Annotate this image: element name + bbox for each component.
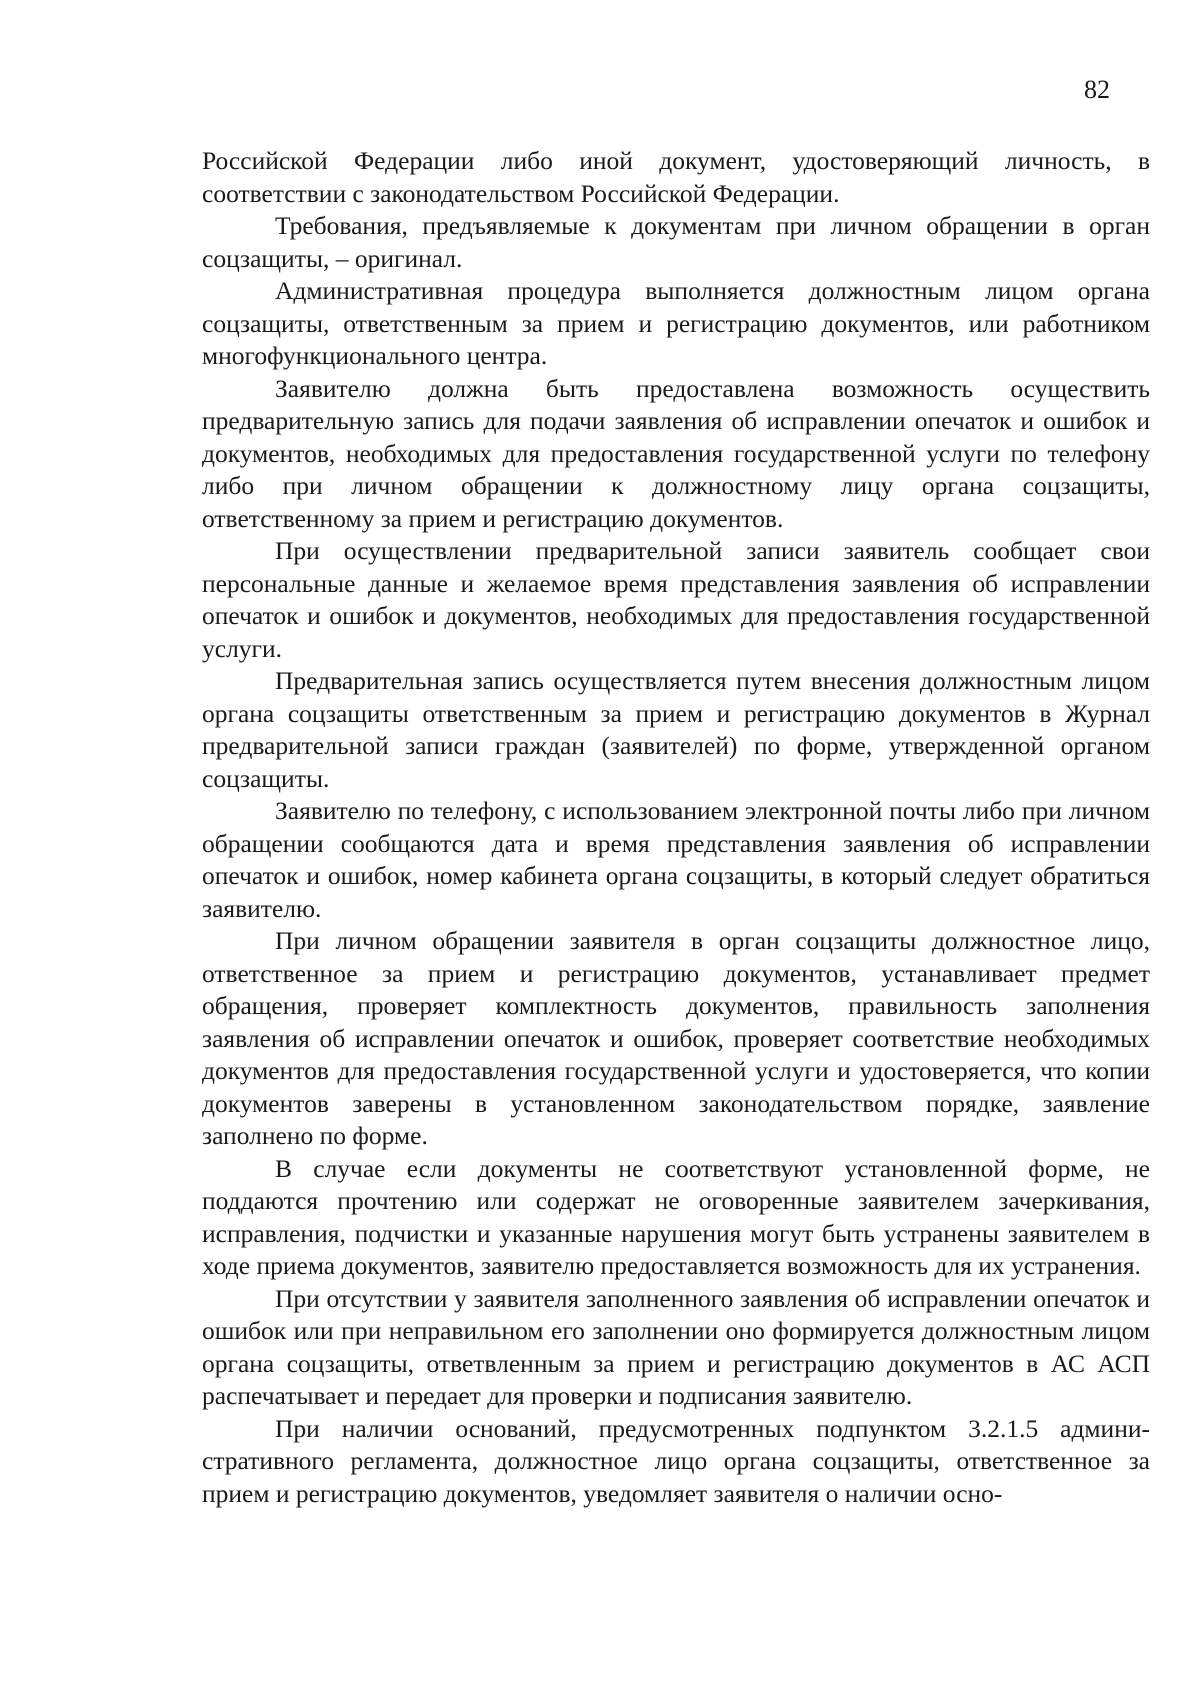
paragraph: В случае если документы не соответствуют установленной форме, не поддаются прочтению или содержат не оговоренные заявителем зачеркивания, исправления, подчистки и указанные нарушения могут быть устранены заявителем в ходе приема документов, заявителю предоставляется возможность для их устранения. xyxy=(202,1153,1150,1280)
paragraph-continuation: Российской Федерации либо иной документ, удостоверяющий личность, в соответствии с законодательством Российской Федерации. xyxy=(202,146,1150,208)
paragraph: Заявителю должна быть предоставлена возможность осуществить предварительную запись для подачи заявления об исправлении опечаток и ошибок и документов, необходимых для предоставления государственной услуги по телефону либо при личном обращении к должностному лицу органа соцзащиты, ответственному за прием и регистрацию документов. xyxy=(202,373,1150,533)
paragraph: При наличии оснований, предусмотренных подпунктом 3.2.1.5 административного регламента, должностное лицо органа соцзащиты, ответственное за прием и регистрацию документов, уведомляет заявителя о наличии осно- xyxy=(202,1413,1150,1508)
paragraph: Предварительная запись осуществляется путем внесения должностным лицом органа соцзащиты ответственным за прием и регистрацию документов в Журнал предварительной записи граждан (заявителей) по форме, утвержденной органом соцзащиты. xyxy=(202,666,1150,793)
paragraph: При отсутствии у заявителя заполненного заявления об исправлении опечаток и ошибок или при неправильном его заполнении оно формируется должностным лицом органа соцзащиты, ответвленным за прием и регистрацию документов в АС АСП распечатывает и передает для проверки и подписания заявителю. xyxy=(202,1283,1150,1410)
paragraph: При осуществлении предварительной записи заявитель сообщает свои персональные данные и желаемое время представления заявления об исправлении опечаток и ошибок и документов, необходимых для предоставления государственной услуги. xyxy=(202,536,1150,663)
paragraph: При личном обращении заявителя в орган соцзащиты должностное лицо, ответственное за прием и регистрацию документов, устанавливает предмет обращения, проверяет комплектность документов, правильность заполнения заявления об исправлении опечаток и ошибок, проверяет соответствие необходимых документов для предоставления государственной услуги и удостоверяется, что копии документов заверены в установленном законодательством порядке, заявление заполнено по форме. xyxy=(202,926,1150,1150)
paragraph: Заявителю по телефону, с использованием электронной почты либо при личном обращении сообщаются дата и время представления заявления об исправлении опечаток и ошибок, номер кабинета органа соцзащиты, в который следует обратиться заявителю. xyxy=(202,796,1150,923)
page-number: 82 xyxy=(1084,75,1110,104)
paragraph: Требования, предъявляемые к документам при личном обращении в орган соцзащиты, – оригинал. xyxy=(202,211,1150,273)
body-text xyxy=(202,145,1150,1510)
paragraph: Административная процедура выполняется должностным лицом органа соцзащиты, ответственным за прием и регистрацию документов, или работником многофункционального центра. xyxy=(202,276,1150,370)
